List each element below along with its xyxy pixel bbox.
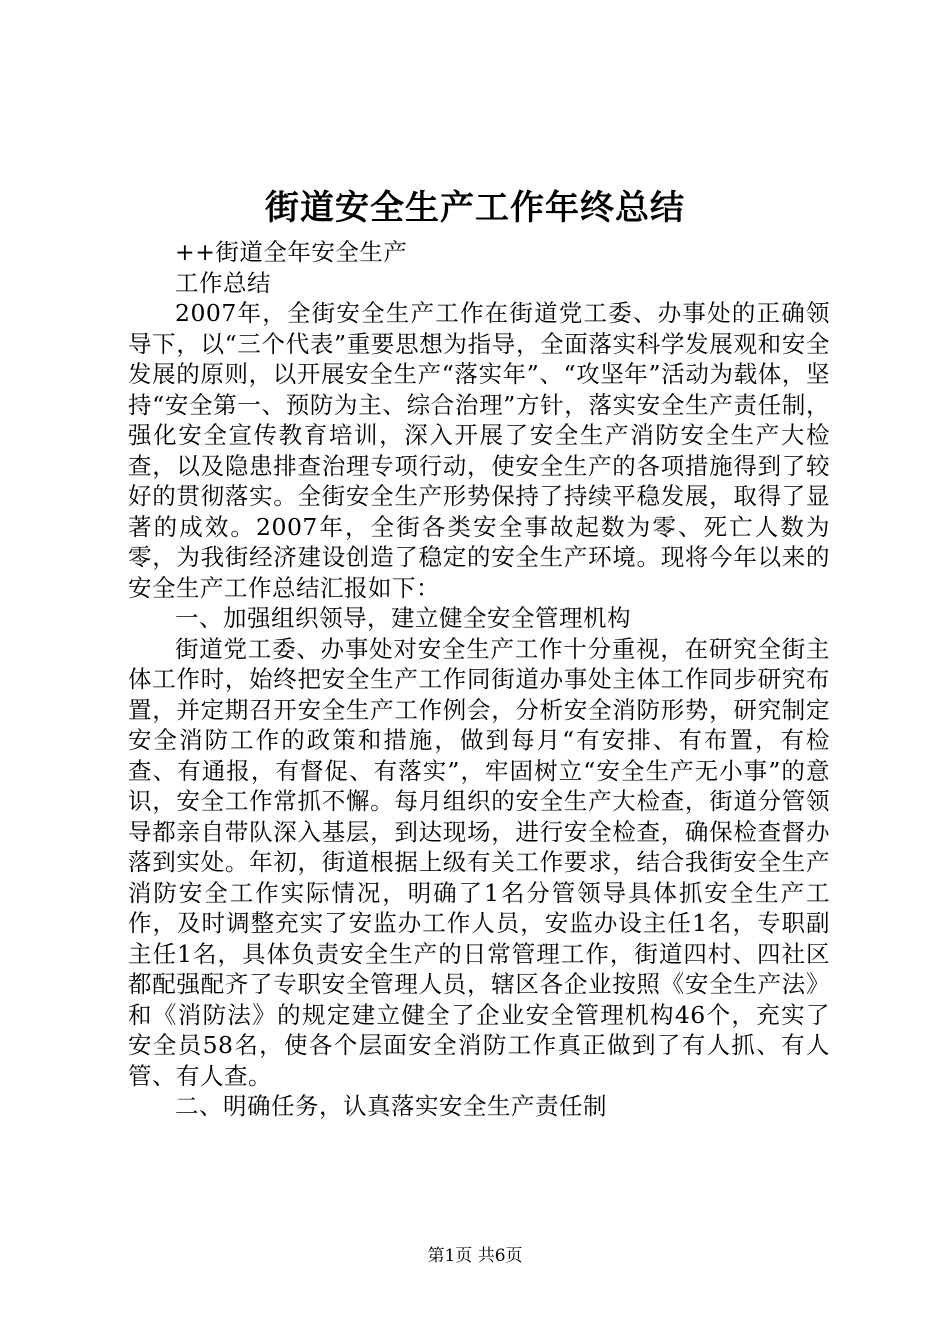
section-heading: 一、加强组织领导，建立健全安全管理机构 bbox=[175, 604, 631, 632]
subtitle-line: 工作总结 bbox=[175, 268, 271, 297]
body-paragraph: 街道党工委、办事处对安全生产工作十分重视，在研究全街主体工作时，始终把安全生产工作同街道办事处主体工作同步研究布置，并定期召开安全生产工作例会，分析安全消防形势，研究制定安全消防工作的政策和措施，做到每月“有安排、有布置，有检查、有通报，有督促、有落实”，牢固树立“安全生产无小事”的意识，安全工作常抓不懈。每月组织的安全生产大检查，街道分管领导都亲自带队深入基层，到达现场，进行安全检查，确保检查督办落到实处。年初，街道根据上级有关工作要求，结合我街安全生产消防安全工作实际情况，明确了1名分管领导具体抓安全生产工作，及时调整充实了安监办工作人员，安监办设主任1名，专职副主任1名，具体负责安全生产的日常管理工作，街道四村、四社区都配强配齐了专职安全管理人员，辖区各企业按照《安全生产法》和《消防法》的规定建立健全了企业安全管理机构46个，充实了安全员58名，使各个层面安全消防工作真正做到了有人抓、有人管、有人查。 bbox=[128, 634, 830, 1090]
subtitle-line: ++街道全年安全生产 bbox=[175, 238, 408, 266]
document-title: 街道安全生产工作年终总结 bbox=[265, 188, 685, 228]
section-heading: 二、明确任务，认真落实安全生产责任制 bbox=[175, 1092, 607, 1120]
page-footer: 第1页 共6页 bbox=[427, 1246, 523, 1266]
document-body bbox=[128, 237, 830, 1122]
body-paragraph: 2007年，全街安全生产工作在街道党工委、办事处的正确领导下，以“三个代表”重要思想为指导，全面落实科学发展观和安全发展的原则，以开展安全生产“落实年”、“攻坚年”活动为载体，坚持“安全第一、预防为主、综合治理”方针，落实安全生产责任制，强化安全宣传教育培训，深入开展了安全生产消防安全生产大检查，以及隐患排查治理专项行动，使安全生产的各项措施得到了较好的贯彻落实。全街安全生产形势保持了持续平稳发展，取得了显著的成效。2007年，全街各类安全事故起数为零、死亡人数为零，为我街经济建设创造了稳定的安全生产环境。现将今年以来的安全生产工作总结汇报如下： bbox=[128, 299, 830, 602]
